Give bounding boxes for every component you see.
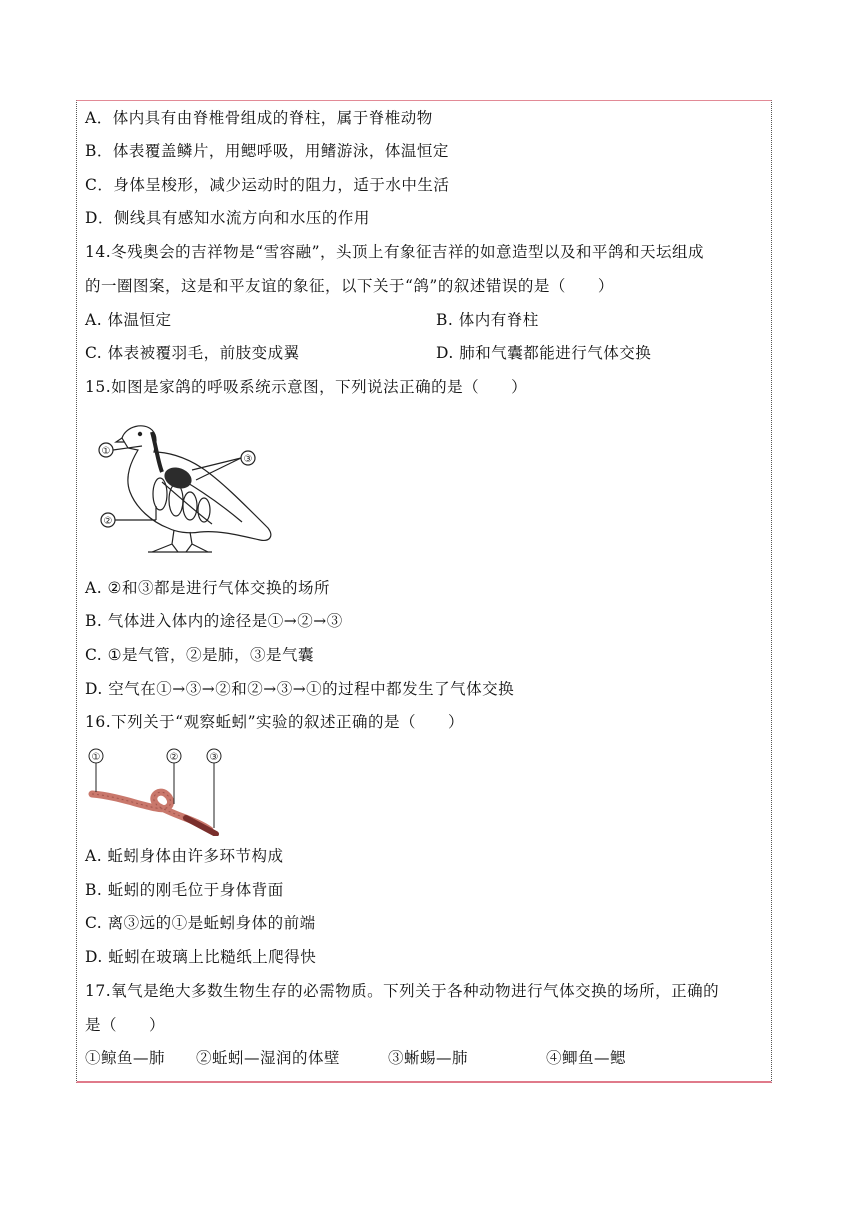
q13-option-d: D．侧线具有感知水流方向和水压的作用 xyxy=(85,209,370,227)
pigeon-label-1: ① xyxy=(101,446,111,457)
q13-option-c: C．身体呈梭形，减少运动时的阻力，适于水中生活 xyxy=(85,176,450,194)
q13-option-a: A．体内具有由脊椎骨组成的脊柱，属于脊椎动物 xyxy=(85,109,433,127)
q14-stem-line1: 14.冬残奥会的吉祥物是“雪容融”，头顶上有象征吉祥的如意造型以及和平鸽和天坛组成 xyxy=(85,243,705,261)
q16-option-d: D. 蚯蚓在玻璃上比糙纸上爬得快 xyxy=(85,948,317,966)
q13-option-b: B．体表覆盖鳞片，用鳃呼吸，用鳍游泳，体温恒定 xyxy=(85,142,449,160)
q15-option-d: D. 空气在①→③→②和②→③→①的过程中都发生了气体交换 xyxy=(85,680,515,698)
pigeon-label-2: ② xyxy=(103,516,113,527)
q17-stem-line1: 17.氧气是绝大多数生物生存的必需物质。下列关于各种动物进行气体交换的场所，正确的 xyxy=(85,982,720,1000)
q17-item-4: ④鲫鱼—鳃 xyxy=(546,1049,627,1067)
q15-stem: 15.如图是家鸽的呼吸系统示意图，下列说法正确的是（ ） xyxy=(85,378,528,396)
q14-stem-line2: 的一圈图案，这是和平友谊的象征，以下关于“鸽”的叙述错误的是（ ） xyxy=(85,277,614,295)
q15-option-b: B. 气体进入体内的途径是①→②→③ xyxy=(85,612,343,630)
earthworm-label-1: ① xyxy=(91,752,101,763)
q16-stem: 16.下列关于“观察蚯蚓”实验的叙述正确的是（ ） xyxy=(85,713,464,731)
pigeon-label-3: ③ xyxy=(243,454,253,465)
q14-option-d: D. 肺和气囊都能进行气体交换 xyxy=(436,344,652,362)
q15-option-a: A. ②和③都是进行气体交换的场所 xyxy=(85,579,330,597)
q16-option-c: C. 离③远的①是蚯蚓身体的前端 xyxy=(85,914,316,932)
earthworm-label-3: ③ xyxy=(209,752,219,763)
earthworm-label-2: ② xyxy=(169,752,179,763)
q17-stem-line2: 是（ ） xyxy=(85,1016,166,1034)
q14-option-b: B. 体内有脊柱 xyxy=(436,311,539,329)
q14-option-a: A. 体温恒定 xyxy=(85,311,172,329)
q16-option-a: A. 蚯蚓身体由许多环节构成 xyxy=(85,847,284,865)
q17-item-3: ③蜥蜴—肺 xyxy=(388,1049,469,1067)
pigeon-respiratory-figure xyxy=(92,412,282,560)
q14-option-c: C. 体表被覆羽毛，前肢变成翼 xyxy=(85,344,300,362)
earthworm-figure xyxy=(86,744,226,836)
q15-option-c: C. ①是气管，②是肺，③是气囊 xyxy=(85,646,315,664)
q17-item-1: ①鲸鱼—肺 xyxy=(85,1049,166,1067)
q16-option-b: B. 蚯蚓的刚毛位于身体背面 xyxy=(85,881,284,899)
q17-item-2: ②蚯蚓—湿润的体壁 xyxy=(196,1049,341,1067)
